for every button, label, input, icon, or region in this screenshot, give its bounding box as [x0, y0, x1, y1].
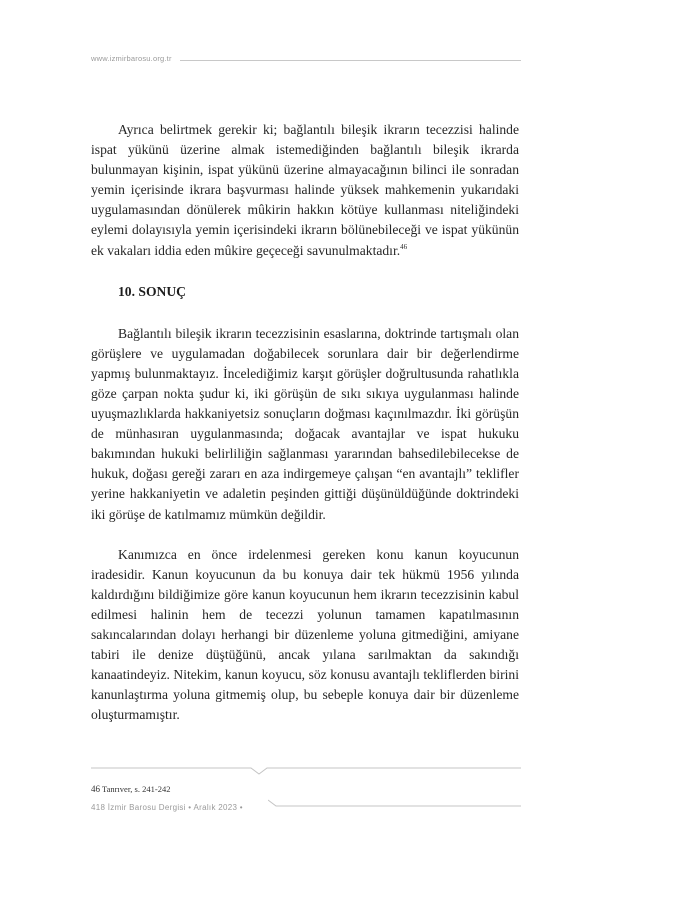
header-divider [180, 60, 521, 61]
footer-divider [268, 798, 521, 810]
section-heading: 10. SONUÇ [118, 283, 186, 299]
footnote-reference[interactable]: 46 [400, 242, 408, 251]
footnote-text: Tanrıver, s. 241-242 [101, 784, 171, 794]
page-body [91, 120, 519, 725]
footnote-number: 46 [91, 784, 100, 794]
paragraph: Kanımızca en önce irdelenmesi gereken konu kanun koyucunun iradesidir. Kanun koyucunun da bu konuya dair tek hükmü 1956 yılında kaldırdığını bildiğimize göre kanun koyucunun hem ikrarın tecezzisinin kabul edilmesi halinin hem de tecezzi yolunun tamamen kapatılmasının sakıncalarından dolayı herhangi bir düzenleme yoluna gitmediğini, amiyane tabiri ile denize düştüğünü, ancak yılana sarılmaktan da sakındığı kanaatindeyiz. Nitekim, kanun koyucu, söz konusu avantajlı tekliflerden birini kanunlaştırma yoluna gitmemiş olup, bu sebeple konuya dair bir düzenleme oluşturmamıştır. [91, 546, 519, 723]
footnote-divider [91, 764, 521, 776]
header-url: www.izmirbarosu.org.tr [91, 54, 172, 63]
paragraph-text: Ayrıca belirtmek gerekir ki; bağlantılı bileşik ikrarın tecezzisi halinde ispat yükünü üzerine almak istemediğinden bağlantılı bileşik ikrarda bulunmayan kişinin, ispat yükünü üzerine almayacağının bilinci ile sonradan yemin içerisinde ikrara başvurması halinde yüksek mahkemenin yukarıdaki uygulamasından dönülerek mûkirin hakkın kötüye kullanması niteliğindeki eylemi dolayısıyla yemin içerisindeki ikrarın bölünebileceği ve ispat yükünün ek vakaları iddia eden mûkire geçeceği savunulmaktadır. [91, 122, 519, 258]
paragraph [91, 120, 519, 261]
footnote [91, 784, 170, 794]
paragraph: Bağlantılı bileşik ikrarın tecezzisinin esaslarına, doktrinde tartışmalı olan görüşlere ve uygulamadan doğabilecek sorunlara dair bir değerlendirme yapmış bulunmaktayız. İncelediğimiz karşıt görüşler doğrultusunda rahatlıkla göze çarpan nokta şudur ki, iki görüşün de sıkı sıkıya uygulanması halinde uyuşmazlıklarda hakkaniyetsiz sonuçların doğması kaçınılmazdır. İki görüşün de münhasıran uygulanmasında; doğacak avantajlar ve ispat hukuku bakımından hukuki belirliliğin sağlanması yararından bahsedilebilecekse de hukuk, doğası gereği zararı en aza indirgemeye çalışan “en avantajlı” teklifler yerine hakkaniyetin ve adaletin peşinden gittiği düşünüldüğünde doktrindeki iki görüşe de katılmamız mümkün değildir. [91, 325, 519, 522]
page-footer: 418 İzmir Barosu Dergisi • Aralık 2023 • [91, 803, 243, 812]
